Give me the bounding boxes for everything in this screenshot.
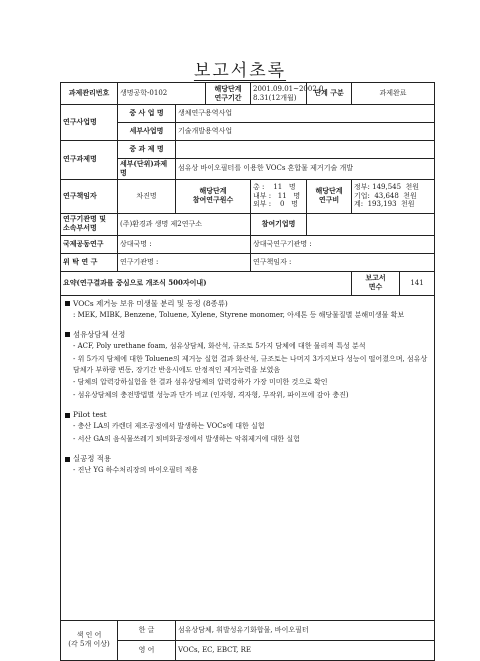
section-heading: 섬유상담체 선정 [73, 329, 126, 339]
partner-label: 참여기업명 [251, 213, 307, 235]
sub-project-label: 세부사업명 [118, 123, 176, 141]
detail-task-value: 섬유상 바이오필터를 이용한 VOCs 혼합물 제거기술 개발 [176, 159, 435, 180]
mgmt-label: 과제관리번호 [61, 83, 118, 105]
row-project-main [61, 105, 435, 123]
summary-body [61, 295, 435, 620]
people-label: 해당단계 참여연구원수 [176, 179, 251, 213]
cost-government: 정부: 149,545 천원 [354, 182, 420, 191]
page-title: 보고서초록 [193, 61, 287, 81]
pi-label: 연구책임자 [61, 179, 118, 213]
cost-values [352, 179, 435, 213]
summary-section [65, 299, 430, 321]
bullet-square-icon [65, 457, 70, 462]
cost-company: 기업: 43,648 천원 [354, 191, 417, 200]
people-counts [251, 179, 307, 213]
intl-org: 상대국연구기관명 : [251, 235, 435, 253]
keywords-korean-label: 한 글 [118, 620, 176, 640]
section-heading: Pilot test [73, 410, 107, 420]
row-outsource [61, 253, 435, 271]
keywords-korean-value: 섬유상담체, 휘발성유기화합물, 바이오필터 [176, 620, 435, 640]
summary-section [65, 330, 430, 401]
keywords-english-value: VOCs, EC, EBCT, RE [176, 640, 435, 660]
pages-value: 141 [400, 271, 435, 295]
intl-country: 상대국명 : [118, 235, 251, 253]
cost-total: 계: 193,193 천원 [354, 200, 415, 209]
report-abstract-table [60, 82, 435, 661]
detail-task-label: 세부(단위)과제명 [118, 159, 176, 180]
row-task-detail [61, 159, 435, 180]
row-summary-body [61, 295, 435, 620]
section-heading: VOCs 제거능 보유 미생물 분리 및 동정 (8종류) [73, 298, 228, 308]
section-item: : MEK, MIBK, Benzene, Toluene, Xylene, Styrene monomer, 아세톤 등 해당물질별 분해미생물 확보 [73, 310, 405, 319]
main-project-value: 생체연구용역사업 [176, 105, 435, 123]
main-project-label: 중 사 업 명 [118, 105, 176, 123]
outsource-org: 연구기관명 : [118, 253, 251, 271]
outsource-label: 위 탁 연 구 [61, 253, 118, 271]
summary-section [65, 454, 430, 476]
people-internal: 내부 : 11 명 [253, 191, 301, 200]
section-item: - 섬유상담체의 충전방법별 성능과 단가 비교 (인자형, 격자형, 무작위, 파이프에 감아 충진) [73, 391, 349, 400]
org-value: (주)환경과 생명 제2연구소 [118, 213, 251, 235]
row-international [61, 235, 435, 253]
row-project-sub [61, 123, 435, 141]
period-value: 2001.09.01~2002.0 8.31(12개월) [251, 83, 307, 105]
org-label: 연구기관명 및 소속부서명 [61, 213, 118, 235]
people-external: 외부 : 0 명 [253, 200, 298, 209]
bullet-square-icon [65, 413, 70, 418]
period-label: 해당단계 연구기간 [206, 83, 251, 105]
intl-label: 국제공동연구 [61, 235, 118, 253]
keywords-label: 색 인 어 (각 5개 이상) [61, 620, 118, 660]
pages-label: 보고서 면수 [352, 271, 400, 295]
summary-label: 요약(연구결과를 중심으로 개조식 500자이내) [61, 271, 352, 295]
mgmt-value: 생명공학-0102 [118, 83, 206, 105]
pi-name: 차진명 [118, 179, 176, 213]
stage-label: 단계 구분 [307, 83, 352, 105]
sub-project-value: 기술개발용역사업 [176, 123, 435, 141]
people-total: 총 : 11 명 [253, 182, 296, 191]
bullet-square-icon [65, 332, 70, 337]
row-summary-header [61, 271, 435, 295]
row-pi [61, 179, 435, 213]
task-label: 연구과제명 [61, 141, 118, 180]
bullet-square-icon [65, 301, 70, 306]
section-item: - ACF, Poly urethane foam, 섬유상담체, 화산석, 규조토 5가지 담체에 대한 물리적 특성 분석 [73, 341, 366, 350]
row-management [61, 83, 435, 105]
main-task-value [176, 141, 435, 159]
stage-value: 과제완료 [352, 83, 435, 105]
row-keywords-korean [61, 620, 435, 640]
keywords-english-label: 영 어 [118, 640, 176, 660]
section-item: - 충산 LA의 카렌더 제조공정에서 발생하는 VOCs에 대한 실험 [73, 422, 265, 431]
outsource-pi: 연구책임자 : [251, 253, 435, 271]
section-item: - 담체의 압력강하실험을 한 결과 섬유상담체의 압력강하가 가장 미미한 것으로 확인 [73, 378, 328, 387]
section-item: - 서산 GA의 음식물쓰레기 퇴비화공정에서 발생하는 악취제거에 대한 실험 [73, 435, 300, 444]
project-label: 연구사업명 [61, 105, 118, 141]
section-item: - 위 5가지 담체에 대한 Toluene의 제거능 실험 결과 화산석, 규조토는 나머지 3가지보다 성능이 떨어졌으며, 섬유상담체가 부하량 변동, 장기간 반응시에도 안정적인 제거능력을 보였음 [73, 354, 428, 374]
row-keywords-english [61, 640, 435, 660]
partner-value [307, 213, 435, 235]
cost-label: 해당단계 연구비 [307, 179, 352, 213]
row-organization [61, 213, 435, 235]
row-task-main [61, 141, 435, 159]
summary-section [65, 410, 430, 445]
main-task-label: 중 과 제 명 [118, 141, 176, 159]
section-heading: 실공정 적용 [73, 454, 112, 463]
section-item: - 진난 YG 하수처리장의 바이오필터 적용 [73, 466, 199, 475]
